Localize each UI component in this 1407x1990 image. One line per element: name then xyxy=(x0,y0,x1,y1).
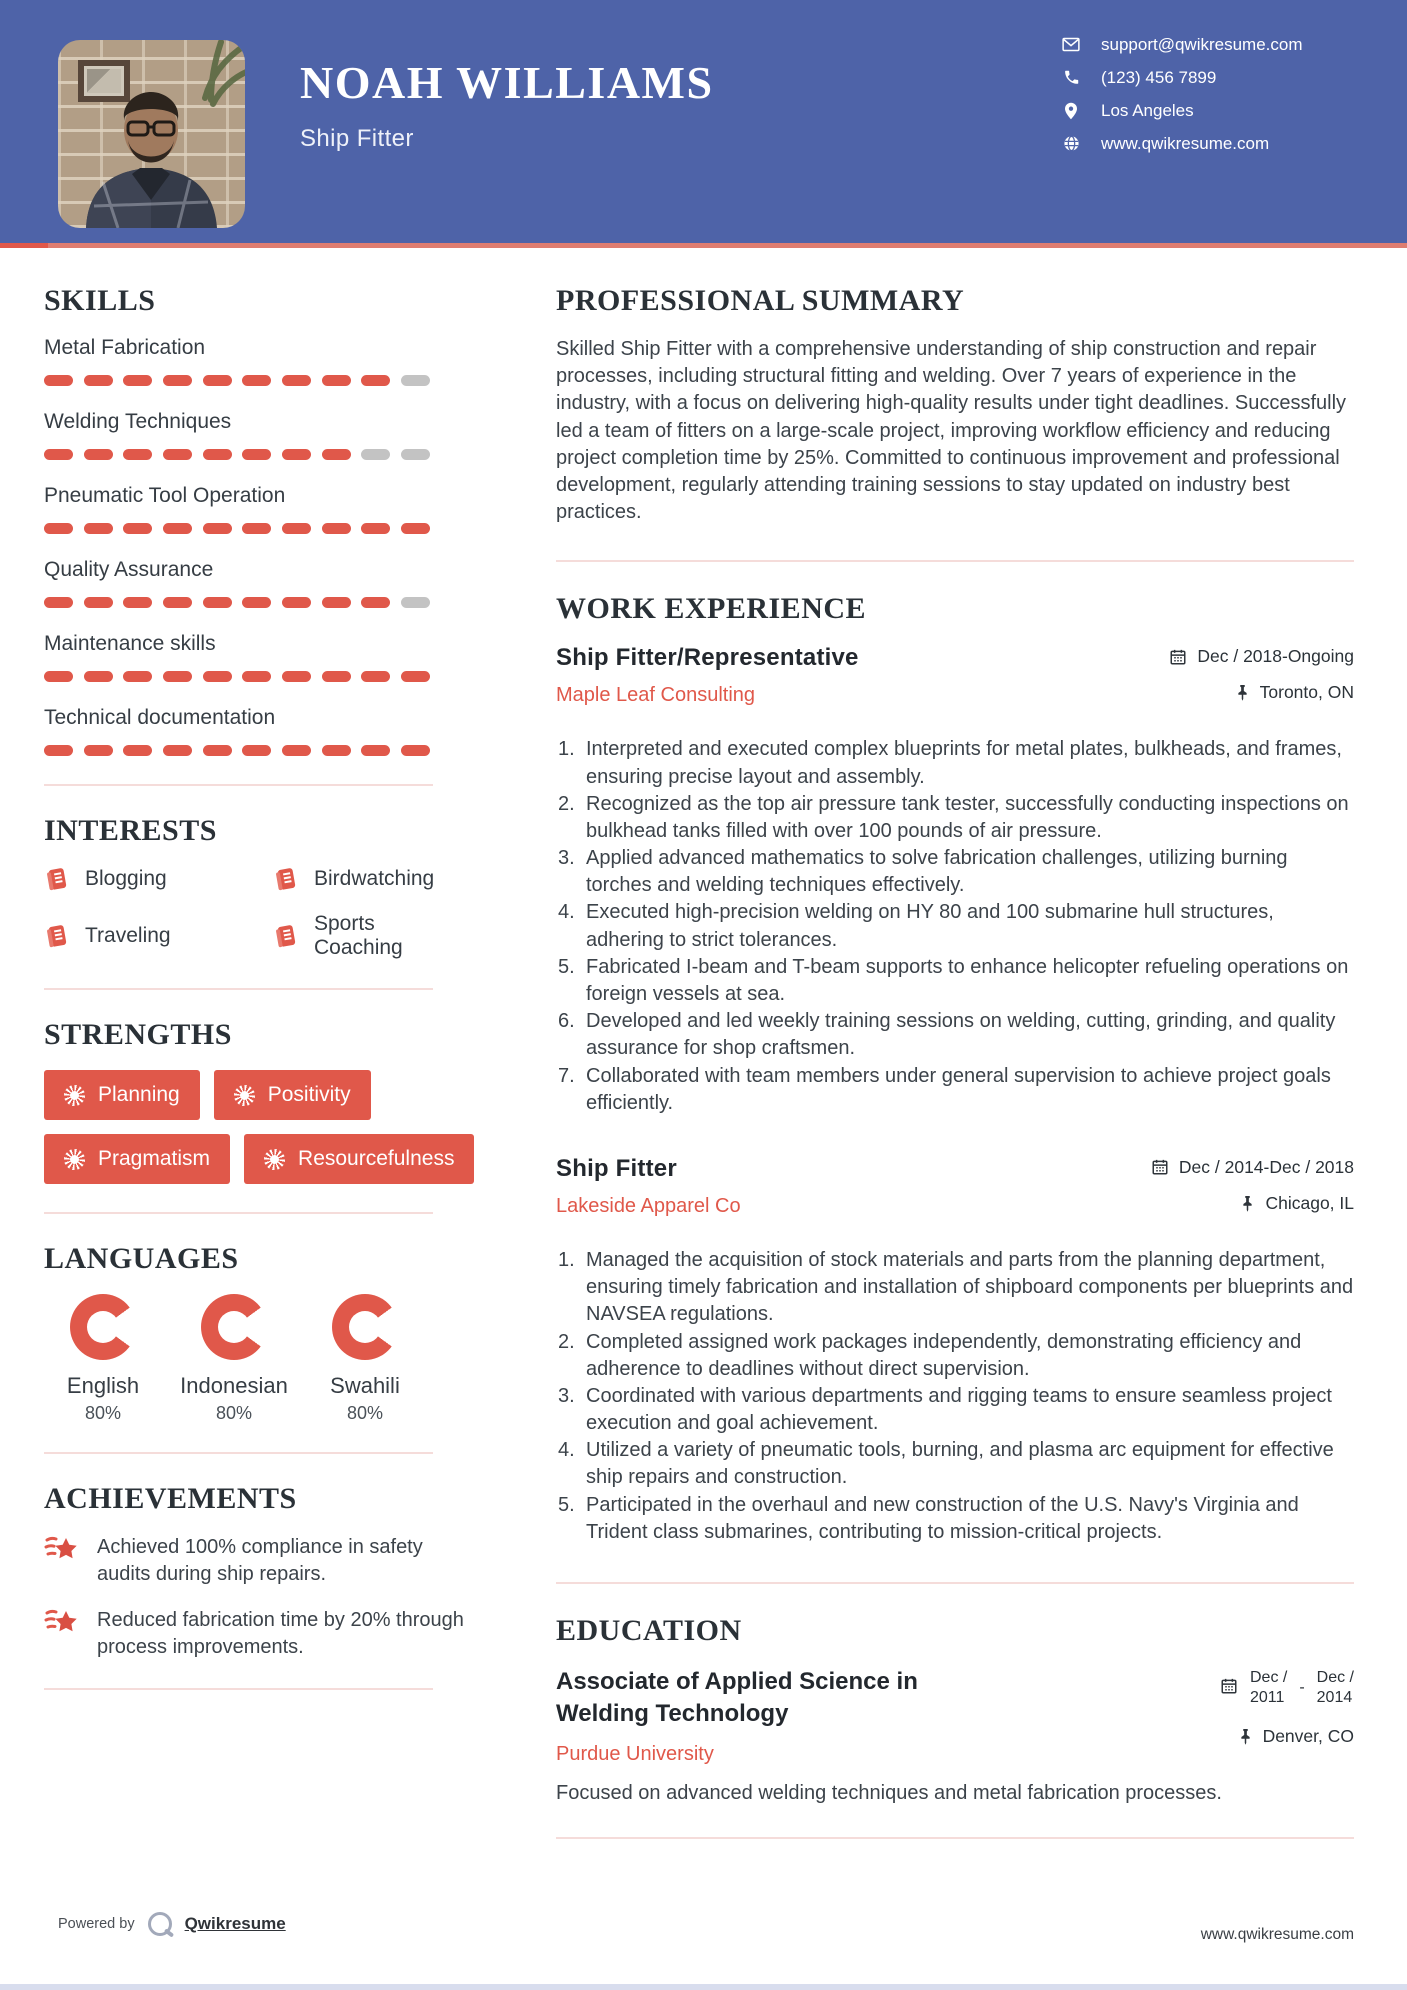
job-date-row xyxy=(1169,646,1354,667)
job-title-block xyxy=(556,1155,741,1218)
skill-name: Quality Assurance xyxy=(44,558,214,581)
language-name: Swahili xyxy=(330,1373,400,1398)
summary-text: Skilled Ship Fitter with a comprehensive understanding of ship construction and repair processes, including structural fitting and welding. Over 7 years of experience in the industry, with a focus on delivering high-quality results under tight deadlines. Successfully led a team of fitters on a large-scale project, improving workflow efficiency and reducing project completion time by 25%. Committed to continuous improvement and professional development, regularly attending training sessions to stay updated on industry best practices. xyxy=(556,338,1347,524)
skill-item xyxy=(44,558,433,608)
language-name: Indonesian xyxy=(180,1373,288,1398)
skill-dash xyxy=(282,449,311,460)
job-bullet: Participated in the overhaul and new construction of the U.S. Navy's Virginia and Trident class submarines, contributing to mission-critical projects. xyxy=(586,1493,1299,1543)
interest-item xyxy=(273,866,434,892)
section-divider xyxy=(44,1212,433,1214)
languages-list xyxy=(44,1294,424,1424)
job-bullet: Fabricated I-beam and T-beam supports to enhance helicopter refueling operations on foreign vessels at sea. xyxy=(586,955,1349,1005)
interest-label: Birdwatching xyxy=(314,867,435,890)
job-header xyxy=(556,1155,1354,1229)
contact-location xyxy=(1062,100,1330,121)
skill-item xyxy=(44,336,433,386)
skill-name: Maintenance skills xyxy=(44,632,216,655)
job-location-row xyxy=(1151,1193,1354,1214)
identity-block xyxy=(300,56,714,153)
skill-dash xyxy=(361,671,390,682)
skill-dash xyxy=(163,523,192,534)
skill-level-bar xyxy=(44,745,430,756)
strength-chip xyxy=(44,1070,200,1120)
skill-dash xyxy=(44,523,73,534)
skill-dash xyxy=(84,449,113,460)
education-location-row xyxy=(1220,1726,1354,1747)
skill-dash xyxy=(123,671,152,682)
strength-chip xyxy=(214,1070,371,1120)
skill-dash xyxy=(163,745,192,756)
strength-chip xyxy=(44,1134,230,1184)
starburst-icon xyxy=(64,1085,85,1106)
education-location: Denver, CO xyxy=(1262,1726,1354,1746)
skill-dash xyxy=(203,449,232,460)
location-icon xyxy=(1062,102,1080,120)
skill-item xyxy=(44,410,433,460)
skill-dash xyxy=(123,375,152,386)
skill-dash xyxy=(361,597,390,608)
skill-name: Welding Techniques xyxy=(44,410,232,433)
skill-item xyxy=(44,706,433,756)
footer-powered-by xyxy=(58,1912,286,1936)
interests-heading: INTERESTS xyxy=(44,814,217,847)
achievement-item xyxy=(44,1534,474,1587)
job-location-row xyxy=(1169,682,1354,703)
achievement-text: Reduced fabrication time by 20% through process improvements. xyxy=(97,1609,464,1658)
calendar-icon xyxy=(1220,1677,1238,1700)
contact-list xyxy=(1062,34,1330,154)
school-name: Purdue University xyxy=(556,1742,714,1765)
education-heading: EDUCATION xyxy=(556,1614,742,1647)
skill-dash xyxy=(282,523,311,534)
contact-location-text: Los Angeles xyxy=(1101,100,1194,120)
skill-dash xyxy=(84,375,113,386)
book-icon xyxy=(44,923,70,949)
skill-dash xyxy=(84,671,113,682)
job-bullet-list xyxy=(556,1247,1354,1546)
languages-heading: LANGUAGES xyxy=(44,1242,239,1275)
job-bullet: Executed high-precision welding on HY 80 and 100 submarine hull structures, adhering to strict tolerances. xyxy=(586,901,1274,951)
skill-dash xyxy=(44,449,73,460)
contact-phone xyxy=(1062,67,1330,88)
skill-dash xyxy=(322,597,351,608)
profile-photo xyxy=(58,40,245,228)
education-date-separator: - xyxy=(1299,1679,1305,1696)
language-level: 80% xyxy=(84,1403,122,1423)
qwikresume-logo-icon xyxy=(148,1912,172,1936)
language-item xyxy=(306,1294,424,1424)
skill-dash xyxy=(84,523,113,534)
skill-dash xyxy=(282,745,311,756)
job-title-block xyxy=(556,644,859,707)
job-company: Maple Leaf Consulting xyxy=(556,684,756,707)
skill-dash xyxy=(44,745,73,756)
skill-dash xyxy=(203,671,232,682)
section-divider xyxy=(556,1837,1354,1839)
skill-dash xyxy=(282,597,311,608)
skill-level-bar xyxy=(44,449,430,460)
contact-website-text: www.qwikresume.com xyxy=(1101,133,1270,153)
job-meta xyxy=(1169,644,1354,718)
skill-dash xyxy=(44,671,73,682)
achievements-heading: ACHIEVEMENTS xyxy=(44,1482,297,1515)
job-company: Lakeside Apparel Co xyxy=(556,1194,741,1217)
skill-level-bar xyxy=(44,523,430,534)
education-note: Focused on advanced welding techniques and metal fabrication processes. xyxy=(556,1781,1222,1804)
education-date-row xyxy=(1220,1668,1354,1708)
language-level: 80% xyxy=(346,1403,384,1423)
job-entry xyxy=(556,644,1354,1117)
section-divider xyxy=(44,1452,433,1454)
education-header xyxy=(556,1666,1354,1766)
strengths-heading: STRENGTHS xyxy=(44,1018,232,1051)
skill-dash xyxy=(163,671,192,682)
pushpin-icon xyxy=(1240,1195,1255,1212)
skill-dash xyxy=(242,597,271,608)
book-icon xyxy=(44,866,70,892)
contact-phone-text: (123) 456 7899 xyxy=(1101,67,1217,87)
job-entry xyxy=(556,1155,1354,1546)
interest-item xyxy=(273,912,434,960)
skill-dash xyxy=(44,375,73,386)
skill-dash xyxy=(242,745,271,756)
skills-heading: SKILLS xyxy=(44,284,156,317)
job-location: Toronto, ON xyxy=(1259,682,1354,703)
skill-name: Pneumatic Tool Operation xyxy=(44,484,286,507)
job-title: Ship Fitter xyxy=(556,1154,677,1182)
job-header xyxy=(556,644,1354,718)
language-item xyxy=(44,1294,162,1424)
language-donut xyxy=(332,1294,398,1360)
job-date: Dec / 2014-Dec / 2018 xyxy=(1178,1156,1354,1177)
job-bullet: Managed the acquisition of stock materials and parts from the planning department, ensuring timely fabrication and installation of shipboard components per blueprints and NAVSEA regulations. xyxy=(586,1248,1354,1326)
job-bullet: Utilized a variety of pneumatic tools, burning, and plasma arc equipment for effective ship repairs and construction. xyxy=(586,1439,1334,1489)
skill-dash xyxy=(401,375,430,386)
skill-dash xyxy=(322,375,351,386)
skill-name: Metal Fabrication xyxy=(44,336,206,359)
starburst-icon xyxy=(264,1149,285,1170)
candidate-title: Ship Fitter xyxy=(300,125,414,152)
email-icon xyxy=(1062,36,1080,54)
skill-dash xyxy=(361,745,390,756)
job-meta xyxy=(1151,1155,1354,1229)
skill-dash xyxy=(322,449,351,460)
interest-label: Traveling xyxy=(85,924,171,947)
skill-dash xyxy=(401,449,430,460)
skill-dash xyxy=(123,523,152,534)
skill-dash xyxy=(242,523,271,534)
candidate-name: NOAH WILLIAMS xyxy=(300,57,714,108)
starburst-icon xyxy=(234,1085,255,1106)
job-bullet: Interpreted and executed complex blueprints for metal plates, bulkheads, and frames, ensuring precise layout and assembly. xyxy=(586,738,1342,788)
interest-item xyxy=(44,912,273,960)
interests-list xyxy=(44,866,433,960)
person-portrait xyxy=(58,78,245,228)
skill-dash xyxy=(123,745,152,756)
skill-dash xyxy=(242,449,271,460)
skill-dash xyxy=(401,671,430,682)
book-icon xyxy=(273,923,299,949)
degree-title: Associate of Applied Science in Welding Technology xyxy=(556,1668,918,1728)
interest-label: Blogging xyxy=(85,867,167,890)
contact-website xyxy=(1062,133,1330,154)
pushpin-icon xyxy=(1238,1728,1253,1745)
interest-item xyxy=(44,866,273,892)
skill-dash xyxy=(282,671,311,682)
skill-dash xyxy=(401,745,430,756)
right-column xyxy=(556,284,1354,1839)
section-divider xyxy=(44,784,433,786)
header-band xyxy=(0,0,1407,243)
globe-icon xyxy=(1062,135,1080,153)
language-name: English xyxy=(66,1373,140,1398)
shooting-star-icon xyxy=(44,1532,80,1568)
skill-dash xyxy=(203,375,232,386)
strength-label: Resourcefulness xyxy=(298,1147,455,1170)
book-icon xyxy=(273,866,299,892)
content-columns xyxy=(0,248,1407,1839)
summary-heading: PROFESSIONAL SUMMARY xyxy=(556,284,965,317)
powered-by-label: Powered by xyxy=(58,1916,135,1932)
job-bullet-list xyxy=(556,736,1354,1117)
qwikresume-link[interactable]: Qwikresume xyxy=(184,1914,286,1933)
section-divider xyxy=(44,988,433,990)
skill-dash xyxy=(401,597,430,608)
contact-email xyxy=(1062,34,1330,55)
job-date-row xyxy=(1151,1157,1354,1178)
skill-dash xyxy=(163,597,192,608)
shooting-star-icon xyxy=(44,1605,80,1641)
skill-dash xyxy=(203,745,232,756)
job-bullet: Completed assigned work packages independently, demonstrating efficiency and adherence to deadlines without direct supervision. xyxy=(586,1330,1302,1380)
achievement-item xyxy=(44,1607,474,1660)
calendar-icon xyxy=(1151,1158,1169,1176)
skill-dash xyxy=(44,597,73,608)
experience-heading: WORK EXPERIENCE xyxy=(556,592,867,626)
language-donut xyxy=(70,1294,136,1360)
skill-dash xyxy=(242,375,271,386)
strength-label: Pragmatism xyxy=(98,1147,211,1170)
skill-level-bar xyxy=(44,597,430,608)
job-bullet: Applied advanced mathematics to solve fabrication challenges, utilizing burning torches and welding techniques effectively. xyxy=(586,847,1288,897)
contact-email-text: support@qwikresume.com xyxy=(1101,34,1303,54)
job-location: Chicago, IL xyxy=(1265,1192,1354,1213)
skill-dash xyxy=(361,449,390,460)
education-meta xyxy=(1220,1666,1354,1762)
skill-dash xyxy=(163,375,192,386)
achievement-text: Achieved 100% compliance in safety audits during ship repairs. xyxy=(97,1536,423,1585)
skill-dash xyxy=(123,449,152,460)
skill-dash xyxy=(401,523,430,534)
skill-dash xyxy=(322,745,351,756)
strengths-list xyxy=(44,1070,504,1184)
section-divider xyxy=(556,1582,1354,1584)
skill-dash xyxy=(203,523,232,534)
left-column xyxy=(44,284,464,1839)
skill-item xyxy=(44,632,433,682)
skills-list xyxy=(44,336,433,756)
footer-website: www.qwikresume.com xyxy=(1200,1926,1354,1943)
skill-level-bar xyxy=(44,671,430,682)
strength-label: Positivity xyxy=(267,1083,351,1106)
calendar-icon xyxy=(1169,648,1187,666)
skill-dash xyxy=(84,745,113,756)
language-level: 80% xyxy=(215,1403,253,1423)
job-title: Ship Fitter/Representative xyxy=(556,644,859,672)
skill-name: Technical documentation xyxy=(44,706,276,729)
skill-dash xyxy=(361,523,390,534)
page-bottom-edge xyxy=(0,1984,1407,1990)
education-date-start: Dec / 2011 xyxy=(1249,1669,1288,1706)
phone-icon xyxy=(1062,69,1080,87)
skill-item xyxy=(44,484,433,534)
strength-chip xyxy=(244,1134,474,1184)
skill-dash xyxy=(322,671,351,682)
job-date: Dec / 2018-Ongoing xyxy=(1197,646,1354,667)
skill-dash xyxy=(361,375,390,386)
job-bullet: Recognized as the top air pressure tank tester, successfully conducting inspections on bulkhead tanks filled with over 100 pounds of air pressure. xyxy=(586,792,1349,842)
skill-dash xyxy=(242,671,271,682)
job-bullet: Coordinated with various departments and rigging teams to ensure seamless project execution and goal achievement. xyxy=(586,1384,1332,1435)
language-item xyxy=(175,1294,293,1424)
skill-dash xyxy=(282,375,311,386)
education-title-block xyxy=(556,1666,1016,1766)
skill-dash xyxy=(322,523,351,534)
skill-dash xyxy=(123,597,152,608)
achievements-list xyxy=(44,1534,464,1660)
skill-dash xyxy=(84,597,113,608)
skill-level-bar xyxy=(44,375,430,386)
skill-dash xyxy=(163,449,192,460)
interest-label: Sports Coaching xyxy=(314,912,403,959)
job-bullet: Developed and led weekly training sessions on welding, cutting, grinding, and quality assurance for shop craftsmen. xyxy=(586,1010,1336,1060)
strength-label: Planning xyxy=(98,1083,180,1106)
starburst-icon xyxy=(64,1149,85,1170)
section-divider xyxy=(556,560,1354,562)
education-date-end: Dec / 2014 xyxy=(1316,1669,1354,1706)
skill-dash xyxy=(203,597,232,608)
job-bullet: Collaborated with team members under general supervision to achieve project goals efficiently. xyxy=(586,1064,1331,1114)
section-divider xyxy=(44,1688,433,1690)
language-donut xyxy=(201,1294,267,1360)
pushpin-icon xyxy=(1235,684,1250,701)
